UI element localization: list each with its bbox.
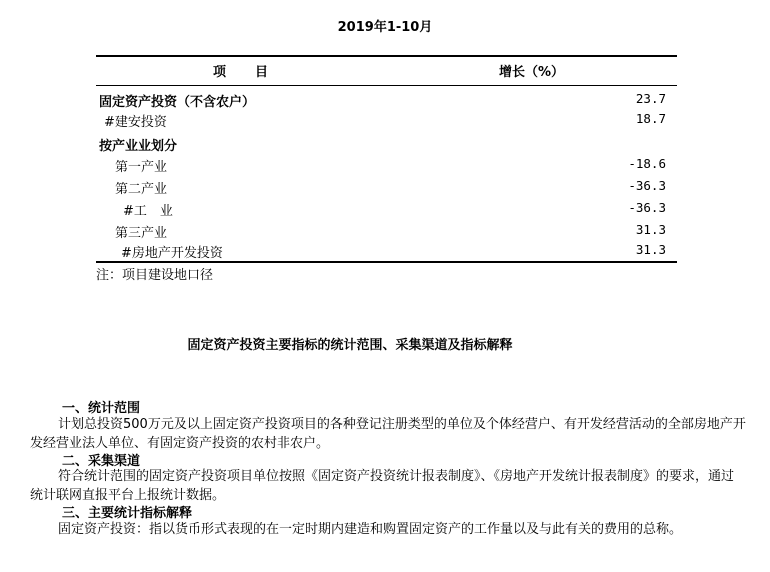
row-value: -36.3 <box>628 178 666 193</box>
row-label: 按产业业划分 <box>99 139 178 154</box>
table-row <box>96 91 677 113</box>
explanation-title: 固定资产投资主要指标的统计范围、采集渠道及指标解释 <box>187 338 513 353</box>
table-row <box>96 135 677 157</box>
section-text-channel: 符合统计范围的固定资产投资项目单位按照《固定资产投资统计报表制度》、《房地产开发统计报表制度》的要求，通过统计联网直报平台上报统计数据。 <box>30 469 735 503</box>
row-label: 第三产业 <box>115 226 168 241</box>
section-heading-channel: 二、采集渠道 <box>62 454 141 469</box>
table-header-rule <box>96 85 677 86</box>
table-bottom-rule <box>96 261 677 263</box>
row-label: #工 业 <box>123 204 173 219</box>
row-value: 23.7 <box>635 91 666 106</box>
row-label: 第二产业 <box>115 182 168 197</box>
section-heading-scope: 一、统计范围 <box>62 401 141 416</box>
section-heading-indicators: 三、主要统计指标解释 <box>62 506 193 521</box>
row-label: 固定资产投资（不含农户） <box>99 95 256 110</box>
table-row <box>96 222 677 244</box>
table-note: 注：项目建设地口径 <box>96 268 214 283</box>
table-row <box>96 111 677 133</box>
row-label: #建安投资 <box>104 115 167 130</box>
row-value: 31.3 <box>635 222 666 237</box>
column-header-item: 项 目 <box>212 65 269 80</box>
section-text-indicators: 固定资产投资：指以货币形式表现的在一定时期内建造和购置固定资产的工作量以及与此有关的费用的总称。 <box>58 522 683 537</box>
table-period-title: 2019年1-10月 <box>337 20 433 35</box>
row-value: 31.3 <box>635 242 666 257</box>
table-row <box>96 178 677 200</box>
table-row <box>96 200 677 222</box>
section-text-scope: 计划总投资500万元及以上固定资产投资项目的各种登记注册类型的单位及个体经营户、有开发经营活动的全部房地产开发经营业法人单位、有固定资产投资的农村非农户。 <box>30 417 746 451</box>
row-value: -18.6 <box>628 156 666 171</box>
row-label: 第一产业 <box>115 160 168 175</box>
row-value: -36.3 <box>628 200 666 215</box>
column-header-growth: 增长（%） <box>498 65 565 80</box>
table-top-rule <box>96 55 677 57</box>
row-value: 18.7 <box>635 111 666 126</box>
row-label: #房地产开发投资 <box>121 246 223 261</box>
table-row <box>96 156 677 178</box>
